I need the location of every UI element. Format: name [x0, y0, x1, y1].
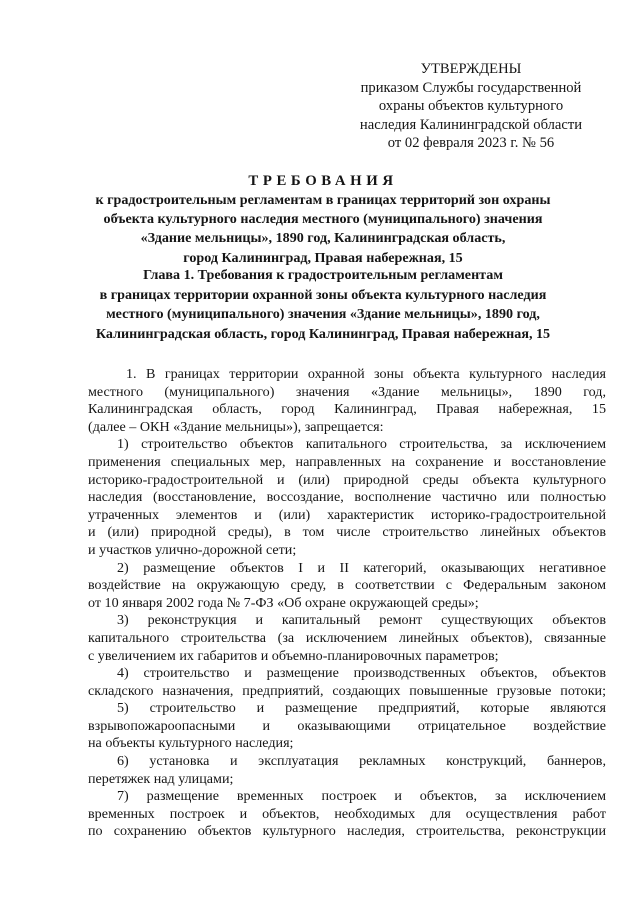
chapter-line: Калининградская область, город Калининград, Правая набережная, 15 [95, 325, 551, 342]
body-line: Калининградская область, город Калининград, Правая набережная, 15 [88, 401, 606, 418]
body-line: капитального строительства (за исключением линейных объектов), связанные [88, 629, 606, 646]
body-line: 6) установка и эксплуатация рекламных конструкций, баннеров, [117, 753, 606, 770]
body-line: 5) строительство и размещение предприятий, которые являются [117, 700, 606, 717]
body-line: местного (муниципального) значения «Здание мельницы», 1890 год, [88, 383, 606, 400]
body-line: воздействие на окружающую среду, в соответствии с Федеральным законом [88, 577, 606, 594]
body-line: 3) реконструкция и капитальный ремонт существующих объектов [117, 612, 606, 629]
title-line: город Калининград, Правая набережная, 15 [183, 249, 463, 266]
body-line: 2) размещение объектов I и II категорий, оказывающих негативное [117, 559, 606, 576]
body-line: применения специальных мер, направленных на сохранение и восстановление [88, 453, 606, 470]
approval-line: охраны объектов культурного [378, 98, 564, 115]
chapter-line: местного (муниципального) значения «Здание мельницы», 1890 год, [106, 306, 540, 323]
title-line: к градостроительным регламентам в границах территорий зон охраны [95, 192, 551, 208]
body-line: 4) строительство и размещение производственных объектов, объектов [117, 665, 606, 682]
body-line: историко-градостроительной и (или) природной среды объекта культурного [88, 471, 606, 488]
approval-line: УТВЕРЖДЕНЫ [420, 61, 522, 77]
body-line: с увеличением их габаритов и объемно-планировочных параметров; [88, 647, 499, 664]
body-text [88, 366, 606, 841]
chapter-line: в границах территории охранной зоны объекта культурного наследия [99, 286, 547, 303]
body-line: утраченных элементов и (или) характеристик историко-градостроительной [88, 506, 606, 523]
body-line: складского назначения, предприятий, создающих повышенные грузовые потоки; [88, 682, 606, 699]
title-line: объекта культурного наследия местного (муниципального) значения [103, 211, 543, 228]
body-line: на объекты культурного наследия; [88, 735, 294, 752]
body-line: 1. В границах территории охранной зоны объекта культурного наследия [126, 366, 606, 382]
chapter-heading [64, 266, 582, 344]
chapter-line: Глава 1. Требования к градостроительным регламентам [143, 267, 503, 283]
body-line: наследия (восстановление, воссоздание, восполнение частично или полностью [88, 489, 606, 506]
body-line: по сохранению объектов культурного наследия, строительства, реконструкции [88, 823, 606, 840]
approval-line: от 02 февраля 2023 г. № 56 [387, 135, 555, 152]
approval-stamp [340, 60, 602, 153]
approval-line: приказом Службы государственной [360, 79, 582, 96]
body-line: 1) строительство объектов капитального строительства, за исключением [117, 436, 606, 453]
title-line: «Здание мельницы», 1890 год, Калининградская область, [140, 230, 506, 247]
body-line: временных построек и объектов, необходимых для осуществления работ [88, 805, 606, 822]
body-line: 7) размещение временных построек и объектов, за исключением [117, 788, 606, 805]
document-title [64, 171, 582, 268]
title-heading: ТРЕБОВАНИЯ [248, 173, 398, 189]
body-line: (далее – ОКН «Здание мельницы»), запрещается: [88, 418, 384, 435]
body-line: и (или) природной среды), в том числе строительство линейных объектов [88, 524, 606, 541]
approval-line: наследия Калининградской области [359, 116, 583, 133]
body-line: и участков улично-дорожной сети; [88, 541, 297, 558]
body-line: взрывопожароопасными и оказывающими отрицательное воздействие [88, 717, 606, 734]
body-line: от 10 января 2002 года № 7-ФЗ «Об охране окружающей среды»; [88, 594, 479, 611]
body-line: перетяжек над улицами; [88, 770, 234, 787]
